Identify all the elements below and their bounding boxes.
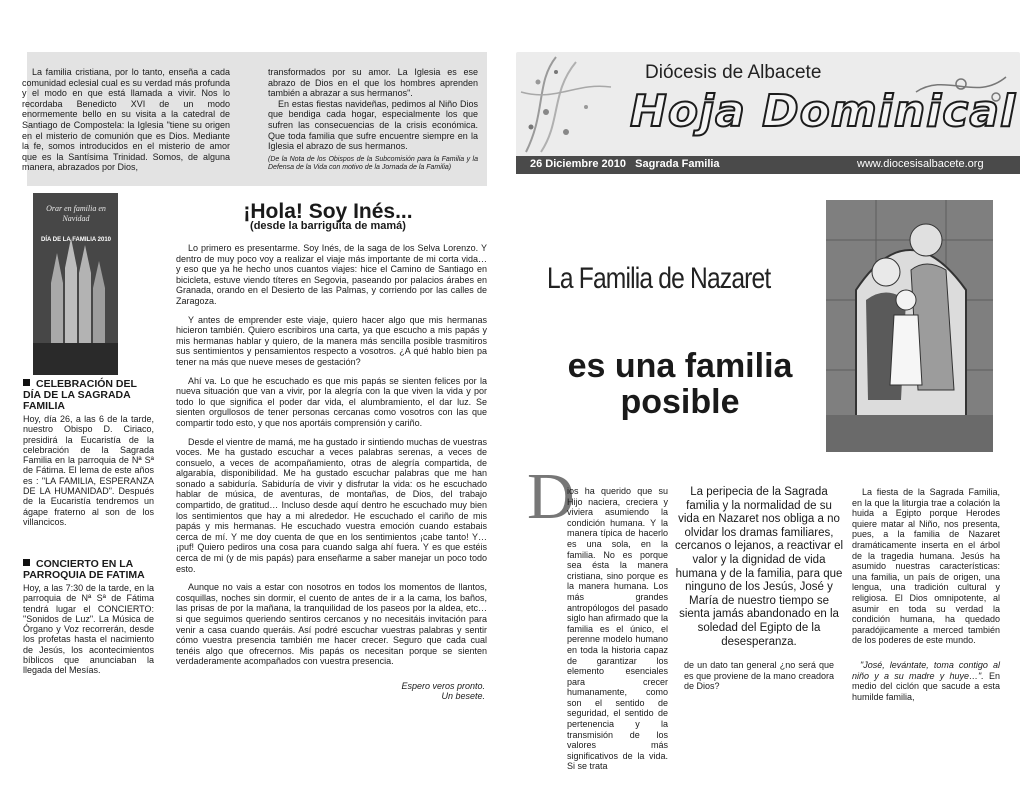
diocese-name: Diócesis de Albacete bbox=[645, 62, 822, 83]
article-column-2-text: de un dato tan general ¿no será que es que proviene de la mano creadora de Dios? bbox=[684, 660, 834, 692]
holy-family-mosaic-image bbox=[826, 200, 993, 452]
letter-paragraph: Aunque no vais a estar con nosotros en todos los momentos de llantos, cosquillas, noches sin dormir, el cuento de antes de ir a la cama, los baños, las prisas de por la mañana, la tranquilidad de los paseos por la aldea, etc… si que seguimos queriendo sentiros cercanos y no necesitáis invitación para venir a casa cuando queráis. Así podré escuchar vuestras palabras y sentir cómo vuestra presencia también me hacer crecer. Seguro que cada cual tenéis algo que ofrecernos. Mis papás os necesitan porque se sienten verdaderamente acompañados con vuestra presencia. bbox=[176, 582, 487, 667]
article-column-1 bbox=[527, 486, 668, 772]
bullet-square-icon bbox=[23, 559, 30, 566]
feature-title-bottom: es una familia posible bbox=[567, 347, 793, 421]
letter-title: ¡Hola! Soy Inés... bbox=[243, 200, 413, 223]
pull-quote: La peripecia de la Sagrada familia y la normalidad de su vida en Nazaret nos obliga a no olvidar los dramas familiares, cercanos o lejanos, a reactivar el valor y la dignidad de vida humana y de la familia, para que ninguno de los Jesús, José y María de nuestro tiempo se sienta jamás abandonado en la soledad del Egipto de la desesperanza. bbox=[674, 486, 844, 648]
letter-paragraph: Lo primero es presentarme. Soy Inés, de la saga de los Selva Lorenzo. Y dentro de muy poco voy a realizar el viaje más importante de mi corta vida… y eso que ya he hecho unos cuantos viajes: hice el Camino de Santiago en bicicleta, estuve viendo títeres en Segovia, paseando por palacios árabes en Granada, orando en el Desierto de las Palmas, y corriendo por las calles de Zaragoza. bbox=[176, 243, 487, 306]
holy-family-illustration bbox=[826, 200, 993, 452]
letter-paragraph: Desde el vientre de mamá, me ha gustado ir sintiendo muchas de vuestras voces. Me ha gustado escuchar a veces palabras serenas, a veces de consuelo, a veces de acompañamiento, otras de alegría compartida, de algarabía, disponibilidad. Me ha gustado escuchar palabras que me han sonado a sabiduría. Sabiduría de vivir y disfrutar la vida: os he escuchado hablar de música, de aventuras, de montañas, de Dios, del trabajo compartido, de gratitud… Incluso desde aquí dentro he escuchado muy bien los sentimientos que hay a mi alrededor. He escuchado el cariño de mis papás y mis hermanas. He escuchado vuestra emoción cuando estabais cerca de mí. Y me doy cuenta de que en los sentimientos ¡cabe tanto! Y… ¡puf! Quiero pediros una cosa para cuando salga ahí fuera. Y es que estéis cerca de mi (y de mis papás) para enseñarme a saber manejar un poco todo esto. bbox=[176, 436, 487, 574]
concert-heading: CONCIERTO EN LA PARROQUIA DE FATIMA bbox=[23, 558, 145, 581]
intro-col2-p1: transformados por su amor. La Iglesia es ese abrazo de Dios en el que los hombres aprenden también a abrazar a sus hermanos". bbox=[268, 67, 478, 99]
concert-notice bbox=[23, 559, 154, 676]
letter-signature bbox=[385, 681, 485, 701]
signature-line-2: Un besete. bbox=[441, 691, 485, 701]
letter-paragraph: Ahí va. Lo que he escuchado es que mis papás se sienten felices por la nueva situación que van a vivir, por la alegría con la que viven la vida y por todo lo que significa el poder dar vida, el alumbramiento, el dar luz. Se sienten orgullosos de tener personas cercanas como vosotros con las que compartir todo esto, y que nos aportáis comprensión y cariño. bbox=[176, 375, 487, 428]
signature-line-1: Espero veros pronto. bbox=[401, 681, 485, 691]
website-link[interactable]: www.diocesisalbacete.org bbox=[857, 158, 984, 170]
letter-paragraph: Y antes de emprender este viaje, quiero hacer algo que mis hermanas hicieron también. Quiero escribiros una carta, ya que escucho a mis papás y mis hermanas hablar y quiero, de la manera más sencilla posible trasmitiros sus sentimientos y pensamientos respecto a vosotros. ¿A qué hablo bien pa tener na más que nueve meses de gestación? bbox=[176, 314, 487, 367]
intro-source-note: (De la Nota de los Obispos de la Subcomisión para la Familia y la Defensa de la Vida con motivo de la Jornada de la Familia) bbox=[268, 155, 478, 172]
poster-subtitle: DÍA DE LA FAMILIA 2010 bbox=[40, 237, 111, 243]
issue-date: 26 Diciembre 2010 Sagrada Familia bbox=[530, 158, 720, 170]
celebration-body: Hoy, día 26, a las 6 de la tarde, nuestro Obispo D. Ciriaco, presidirá la Eucaristía de la celebración de la Sagrada Familia en la parroquia de Nª Sª de Fátima. El lema de este años es : "LA FAMILIA, ESPERANZA DE LA HUMANIDAD". Después de la Eucaristía tendremos un ágape fraterno al son de los villancicos. bbox=[23, 414, 154, 527]
publication-title: Hoja Dominical bbox=[630, 86, 1017, 137]
concert-body: Hoy, a las 7:30 de la tarde, en la parroquia de Nª Sª de Fátima tendrá lugar el CONCIERTO: "Sonidos de Luz". La Música de Órgano y Voz recorrerán, desde los profetas hasta el nacimiento de Jesús, los acontecimientos bíblicos que anunciaban la llegada del Mesías. bbox=[23, 583, 154, 676]
letter-subtitle: (desde la barriguita de mamá) bbox=[250, 220, 406, 232]
feature-title-top: La Familia de Nazaret bbox=[547, 262, 771, 295]
intro-column-1: La familia cristiana, por lo tanto, enseña a cada comunidad eclesial cual es su verdad más profunda y el modo en que está llamada a vivir. Nos lo recordaba Benedicto XVI de un modo enormemente bello en su visita a la catedral de Santiago de Compostela: la Iglesia "tiene su origen en el misterio de comunión que es Dios. Mediante la fe, somos introducidos en el misterio de amor que es la Santísima Trinidad. Somos, de alguna manera, abrazados por Dios, bbox=[22, 67, 230, 173]
letter-body bbox=[176, 243, 487, 675]
intro-column-2 bbox=[268, 67, 478, 173]
article-text: ios ha querido que su Hijo naciera, creciera y viviera asumiendo la condición humana. Y la manera típica de hacerlo es una sola, en la familia. No es porque sea ésta la manera cristiana, sino porque es la manera humana. Los más grandes antropólogos del pasado siglo han afirmado que la familia es el único, el perenne modelo humano en toda la historia capaz de garantizar los elemento esenciales para crecer humanamente, como son el sentido de seguridad, el sentido de pertenencia y la transmisión de los valores más significativos de la vida. Si se trata bbox=[567, 486, 668, 772]
article-column-3 bbox=[852, 487, 1000, 702]
bullet-square-icon bbox=[23, 379, 30, 386]
intro-col2-p2: En estas fiestas navideñas, pedimos al Niño Dios que bendiga cada hogar, especialmente los que sufren las consecuencias de la crisis económica. Que toda familia que sufre encuentre siempre en la Iglesia el abrazo de sus hermanos. bbox=[268, 98, 478, 152]
article-quote-paragraph: "José, levántate, toma contigo al niño y a su madre y huye…". En medio del ciclón que sacude a esta humilde familia, bbox=[852, 659, 1000, 702]
drop-cap: D bbox=[527, 460, 575, 533]
article-text: La fiesta de la Sagrada Familia, en la que la liturgia trae a colación la huida a Egipto porque Herodes quiere matar al Niño, nos presenta, pues, a la familia de Nazaret dramáticamente inserta en el árbol de la tragedia humana. Jesús ha asumido nuestras características: una familia, un país de origen, una lengua, una tradición cultural y religiosa. El Dios omnipotente, al asumir en toda su verdad la condición humana, ha quedado paradójicamente a merced también de los poderes de este mundo. bbox=[852, 487, 1000, 646]
poster-title: Orar en familia en Navidad bbox=[46, 204, 106, 223]
celebration-notice bbox=[23, 379, 154, 527]
celebration-heading: CELEBRACIÓN DEL DÍA DE LA SAGRADA FAMILIA bbox=[23, 378, 137, 412]
